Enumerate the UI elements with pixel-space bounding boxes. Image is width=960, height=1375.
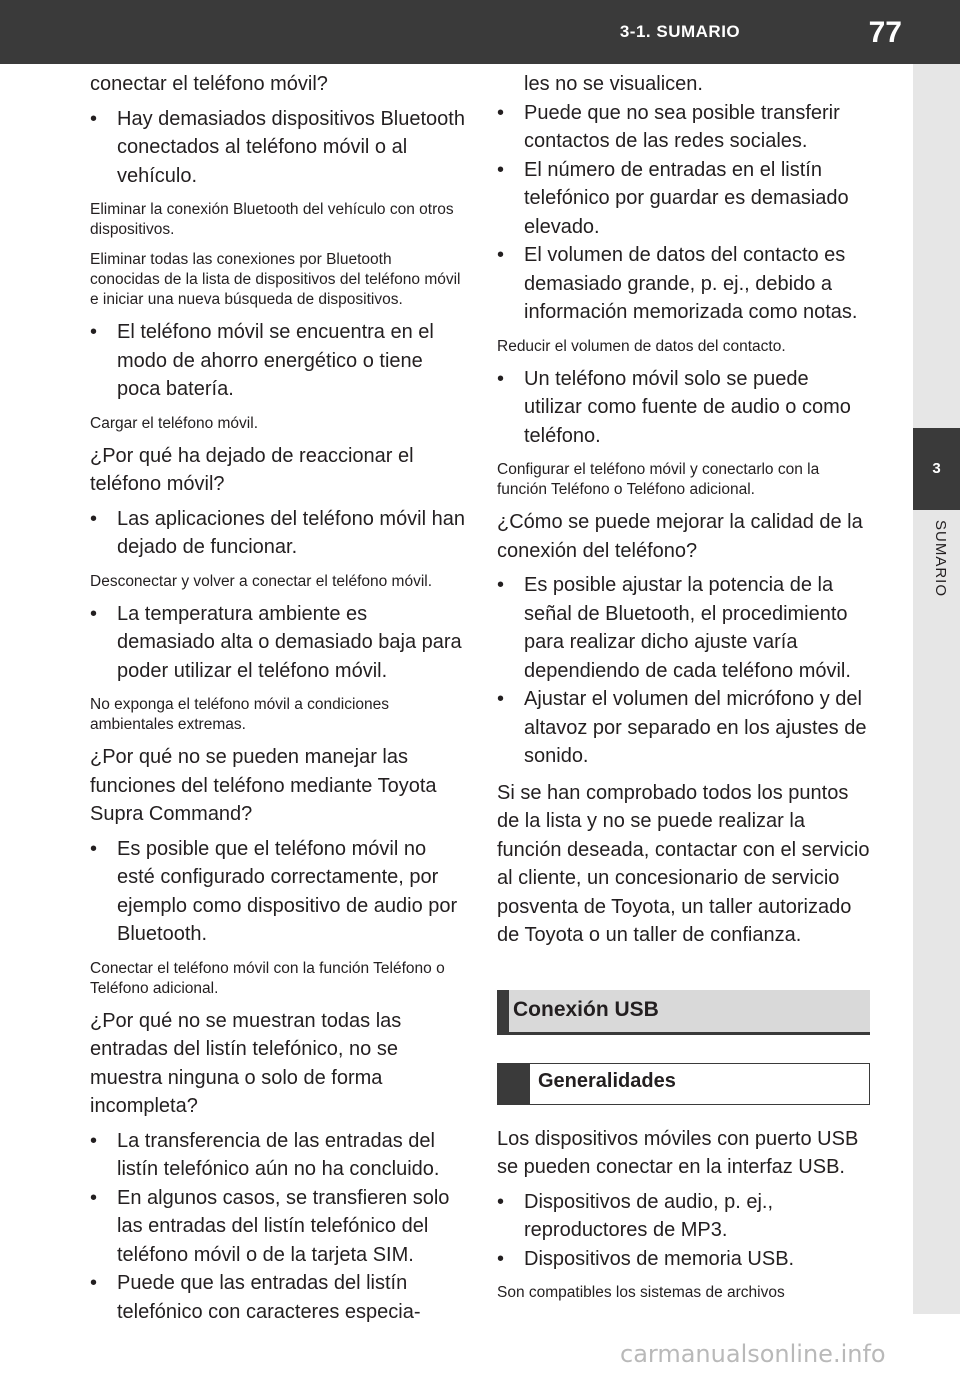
bullet-icon: • (497, 1190, 505, 1213)
bullet-icon: • (497, 1247, 505, 1270)
note: Son compatibles los sistemas de archivos (497, 1284, 785, 1301)
left-column (90, 70, 465, 1326)
bullet-icon: • (497, 158, 505, 181)
section-header-title: Conexión USB (513, 997, 659, 1021)
bullet-item: • Puede que las entradas del listín telefónico con caracteres especia- (90, 1269, 465, 1326)
bullet-icon: • (90, 1186, 98, 1209)
bullet-item: • El volumen de datos del contacto es demasiado grande, p. ej., debido a información memorizada como notas. (497, 241, 870, 327)
bullet-item: • Ajustar el volumen del micrófono y del altavoz por separado en los ajustes de sonido. (497, 685, 870, 771)
subsection-header-generalidades (497, 1063, 870, 1105)
bullet-item: • Dispositivos de audio, p. ej., reproductores de MP3. (497, 1188, 870, 1245)
note: Eliminar todas las conexiones por Bluetooth conocidas de la lista de dispositivos del teléfono móvil e iniciar una nueva búsqueda de dispositivos. (90, 251, 461, 308)
note: Conectar el teléfono móvil con la función Teléfono o Teléfono adicional. (90, 959, 445, 997)
note: Cargar el teléfono móvil. (90, 414, 258, 432)
bullet-item: • Puede que no sea posible transferir contactos de las redes sociales. (497, 99, 870, 156)
paragraph: Si se han comprobado todos los puntos de la lista y no se puede realizar la función deseada, contactar con el servicio al cliente, un concesionario de servicio posventa de Toyota, un taller autorizado de Toyota o un taller de confianza. (497, 781, 870, 946)
bullet-icon: • (90, 1129, 98, 1152)
bullet-icon: • (90, 1272, 98, 1294)
bullet-item: • Es posible ajustar la potencia de la señal de Bluetooth, el procedimiento para realizar dicho ajuste varía dependiendo de cada teléfono móvil. (497, 571, 870, 685)
bullet-item: • La temperatura ambiente es demasiado alta o demasiado baja para poder utilizar el teléfono móvil. (90, 600, 465, 686)
page-number: 77 (868, 16, 902, 49)
question-heading: ¿Cómo se puede mejorar la calidad de la conexión del teléfono? (497, 511, 863, 562)
bullet-icon: • (497, 688, 505, 710)
watermark: carmanualsonline.info (620, 1340, 886, 1368)
right-column (497, 70, 870, 1311)
bullet-icon: • (90, 602, 98, 625)
note: Eliminar la conexión Bluetooth del vehículo con otros dispositivos. (90, 201, 454, 238)
bullet-item: • El teléfono móvil se encuentra en el modo de ahorro energético o tiene poca batería. (90, 318, 465, 404)
chapter-tab-label (919, 520, 955, 640)
page-header (0, 0, 960, 64)
bullet-item: • Hay demasiados dispositivos Bluetooth conectados al teléfono móvil o al vehículo. (90, 105, 465, 191)
subsection-header-title: Generalidades (538, 1069, 676, 1092)
question-heading: ¿Por qué no se muestran todas las entradas del listín telefónico, no se muestra ninguna o solo de forma incompleta? (90, 1009, 402, 1117)
bullet-icon: • (90, 321, 98, 343)
bullet-item: • En algunos casos, se transfieren solo las entradas del listín telefónico del teléfono móvil o de la tarjeta SIM. (90, 1184, 465, 1270)
section-header-usb (497, 990, 870, 1035)
bullet-item: • El número de entradas en el listín telefónico por guardar es demasiado elevado. (497, 156, 870, 242)
bullet-continuation: les no se visualicen. (524, 73, 703, 95)
bullet-item: • La transferencia de las entradas del listín telefónico aún no ha concluido. (90, 1127, 465, 1184)
paragraph: conectar el teléfono móvil? (90, 73, 328, 95)
section-header-bar (497, 990, 509, 1032)
bullet-item: • Las aplicaciones del teléfono móvil han dejado de funcionar. (90, 505, 465, 562)
chapter-tab-label-text: SUMARIO (932, 520, 949, 598)
bullet-icon: • (90, 507, 98, 530)
bullet-icon: • (497, 101, 505, 124)
bullet-icon: • (90, 837, 98, 860)
chapter-tab-number[interactable]: 3 (913, 428, 960, 510)
note: Configurar el teléfono móvil y conectarlo con la función Teléfono o Teléfono adicional. (497, 461, 820, 498)
paragraph: Los dispositivos móviles con puerto USB se pueden conectar en la interfaz USB. (497, 1127, 859, 1178)
bullet-icon: • (497, 367, 505, 390)
bullet-item: • Un teléfono móvil solo se puede utilizar como fuente de audio o como teléfono. (497, 365, 870, 451)
bullet-icon: • (497, 244, 505, 266)
note: Desconectar y volver a conectar el teléfono móvil. (90, 572, 433, 590)
bullet-icon: • (90, 107, 98, 130)
question-heading: ¿Por qué no se pueden manejar las funciones del teléfono mediante Toyota Supra Command? (90, 746, 437, 825)
section-title: 3-1. SUMARIO (619, 22, 741, 41)
note: No exponga el teléfono móvil a condiciones ambientales extremas. (90, 696, 389, 733)
side-tab-background (913, 64, 960, 1314)
note: Reducir el volumen de datos del contacto. (497, 337, 786, 355)
question-heading: ¿Por qué ha dejado de reaccionar el teléfono móvil? (90, 444, 414, 495)
bullet-icon: • (497, 574, 505, 596)
bullet-item: • Dispositivos de memoria USB. (497, 1245, 870, 1274)
subsection-header-bar (498, 1064, 530, 1104)
bullet-item: • Es posible que el teléfono móvil no esté configurado correctamente, por ejemplo como dispositivo de audio por Bluetooth. (90, 835, 465, 949)
